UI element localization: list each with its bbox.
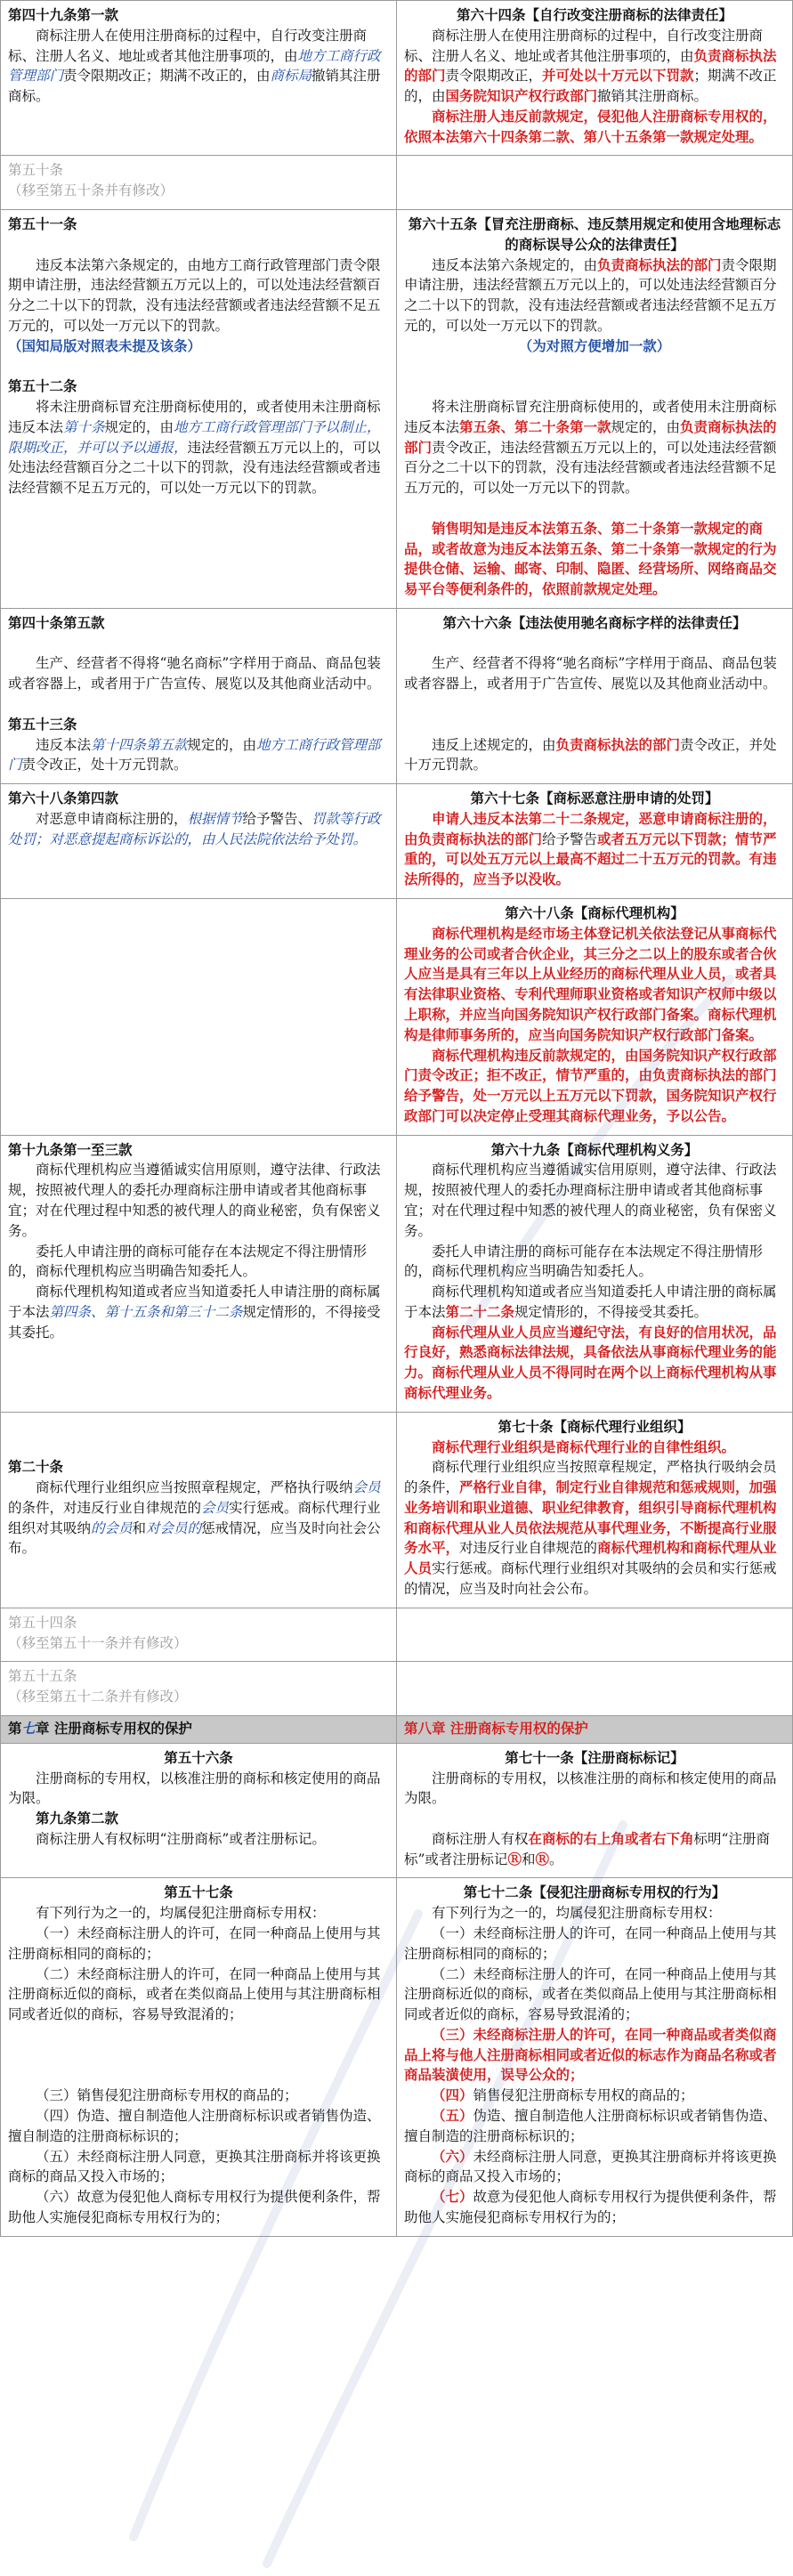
article-title: 第五十一条 — [8, 215, 77, 233]
article-text: 委托人申请注册的商标可能存在本法规定不得注册情形的，商标代理机构应当明确告知委托人。 — [8, 1243, 368, 1280]
table-row — [1, 1608, 793, 1662]
article-title: 第七十条【商标代理行业组织】 — [498, 1417, 692, 1435]
new-law-cell — [397, 1608, 793, 1662]
article-text: 有下列行为之一的，均属侵犯注册商标专用权： — [36, 1905, 326, 1922]
old-law-cell — [1, 156, 397, 210]
article-title: 第五十二条 — [8, 377, 77, 395]
new-law-cell — [397, 1743, 793, 1878]
table-row — [1, 210, 793, 609]
list-item: （七）故意为侵犯他人商标专用权行为提供便利条件，帮助他人实施侵犯商标专用权行为的； — [404, 2188, 777, 2225]
article-text: 商标代理机构知道或者应当知道委托人申请注册的商标属于本法第四条、第十五条和第三十二条规定情形的，不得接受其委托。 — [8, 1284, 381, 1341]
new-law-cell — [397, 1412, 793, 1608]
old-law-cell — [1, 210, 397, 609]
table-row — [1, 1743, 793, 1878]
article-title: 第六十四条【自行改变注册商标的法律责任】 — [456, 6, 732, 23]
list-item: （四）销售侵犯注册商标专用权的商品的； — [432, 2086, 694, 2104]
article-text: 对恶意申请商标注册的，根据情节给予警告、罚款等行政处罚；对恶意提起商标诉讼的，由人民法院依法给予处罚。 — [8, 810, 381, 847]
list-item: （六）未经商标注册人同意，更换其注册商标并将该更换商标的商品又投入市场的； — [404, 2147, 777, 2185]
article-title: 第六十七条【商标恶意注册申请的处罚】 — [470, 790, 719, 807]
old-chapter-heading: 第七章 注册商标专用权的保护 — [1, 1715, 397, 1743]
article-title: 第五十六条 — [164, 1748, 233, 1766]
old-law-cell — [1, 1412, 397, 1608]
article-title: 第四十九条第一款 — [8, 6, 119, 23]
list-item: （一）未经商标注册人的许可，在同一种商品上使用与其注册商标相同的商标的； — [404, 1924, 777, 1962]
article-title: 第二十条 — [8, 1458, 64, 1476]
article-text: 注册商标的专用权，以核准注册的商标和核定使用的商品为限。 — [8, 1770, 381, 1807]
table-row — [1, 1412, 793, 1608]
article-text: 违反上述规定的，由负责商标执法的部门责令改正，并处十万元罚款。 — [404, 735, 777, 774]
article-text: 商标代理机构知道或者应当知道委托人申请注册的商标属于本法第二十二条规定情形的，不得接受其委托。 — [404, 1284, 777, 1320]
article-text: 商标注册人有权在商标的右上角或者右下角标明“注册商标”或者注册标记Ⓡ和Ⓡ。 — [404, 1829, 770, 1867]
list-item: （六）故意为侵犯他人商标专用权行为提供便利条件，帮助他人实施侵犯商标专用权行为的； — [8, 2189, 381, 2225]
article-text: 商标注册人在使用注册商标的过程中，自行改变注册商标、注册人名义、地址或者其他注册事项的，由地方工商行政管理部门责令限期改正；期满不改正的，由商标局撤销其注册商标。 — [8, 27, 381, 105]
annotation-note: （国知局版对照表未提及该条） — [8, 336, 202, 354]
table-row — [1, 608, 793, 783]
new-law-cell — [397, 608, 793, 783]
article-title: 第五十四条 — [8, 1614, 77, 1631]
old-law-cell — [1, 1662, 397, 1716]
article-title: 第五十条 — [8, 162, 64, 179]
table-row — [1, 899, 793, 1136]
article-text: 注册商标的专用权，以核准注册的商标和核定使用的商品为限。 — [404, 1770, 777, 1807]
table-row — [1, 1135, 793, 1412]
chapter-row — [1, 1715, 793, 1743]
move-note: （移至第五十条并有修改） — [8, 182, 174, 199]
old-law-cell — [1, 608, 397, 783]
move-note: （移至第五十二条并有修改） — [8, 1689, 188, 1705]
article-text: 商标代理行业组织应当按照章程规定，严格执行吸纳会员的条件，严格行业自律，制定行业自律规范和惩戒规则，加强业务培训和职业道德、职业纪律教育，组织引导商标代理机构和商标代理从业人员依法规范从事代理业务，不断提高行业服务水平，对违反行业自律规范的商标代理机构和商标代理从业人员实行惩戒。商标代理行业组织对其吸纳的会员和实行惩戒的情况，应当及时向社会公布。 — [404, 1459, 777, 1598]
article-text: 商标代理行业组织应当按照章程规定，严格执行吸纳会员的条件，对违反行业自律规范的会员实行惩戒。商标代理行业组织对其吸纳的会员和对会员的惩戒情况，应当及时向社会公布。 — [8, 1479, 381, 1557]
article-title: 第九条第二款 — [36, 1810, 119, 1827]
article-title: 第六十六条【违法使用驰名商标字样的法律责任】 — [442, 613, 747, 631]
article-text: 商标注册人在使用注册商标的过程中，自行改变注册商标、注册人名义、地址或者其他注册事项的，由负责商标执法的部门责令限期改正，并可处以十万元以下罚款；期满不改正的，由国务院知识产权行政部门撤销其注册商标。 — [404, 27, 777, 105]
new-law-cell — [397, 1662, 793, 1716]
article-title: 第五十七条 — [164, 1883, 233, 1901]
table-row — [1, 1878, 793, 2236]
new-law-cell — [397, 1, 793, 156]
old-law-cell — [1, 1878, 397, 2236]
article-title: 第六十八条第四款 — [8, 790, 119, 807]
article-text: 申请人违反本法第二十二条规定，恶意申请商标注册的，由负责商标执法的部门给予警告或者五万元以下罚款；情节严重的，可以处五万元以上最高不超过二十五万元的罚款。有违法所得的，应当予以没收。 — [404, 809, 777, 888]
old-law-cell — [1, 1743, 397, 1878]
article-text: 生产、经营者不得将“驰名商标”字样用于商品、商品包装或者容器上，或者用于广告宣传、展览以及其他商业活动中。 — [8, 655, 381, 693]
article-title: 第十九条第一至三款 — [8, 1140, 133, 1158]
table-row — [1, 1, 793, 156]
article-text: 商标代理机构应当遵循诚实信用原则，遵守法律、行政法规，按照被代理人的委托办理商标注册申请或者其他商标事宜；对在代理过程中知悉的被代理人的商业秘密，负有保密义务。 — [404, 1162, 777, 1239]
move-note: （移至第五十一条并有修改） — [8, 1634, 188, 1651]
article-text: 商标注册人违反前款规定，侵犯他人注册商标专用权的，依照本法第六十四条第二款、第八十五条第一款规定处理。 — [404, 107, 777, 145]
new-law-cell — [397, 156, 793, 210]
old-law-cell — [1, 1, 397, 156]
article-title: 第四十条第五款 — [8, 613, 105, 631]
article-title: 第七十二条【侵犯注册商标专用权的行为】 — [463, 1883, 726, 1901]
list-item: （二）未经商标注册人的许可，在同一种商品上使用与其注册商标近似的商标，或者在类似商品上使用与其注册商标相同或者近似的商标，容易导致混淆的； — [404, 1965, 777, 2023]
list-item: （二）未经商标注册人的许可，在同一种商品上使用与其注册商标近似的商标，或者在类似商品上使用与其注册商标相同或者近似的商标，容易导致混淆的； — [8, 1965, 381, 2023]
list-item: （五）伪造、擅自制造他人注册商标标识或者销售伪造、擅自制造的注册商标标识的； — [404, 2107, 777, 2144]
list-item: （四）伪造、擅自制造他人注册商标标识或者销售伪造、擅自制造的注册商标标识的； — [8, 2108, 381, 2144]
article-text: 商标注册人有权标明“注册商标”或者注册标记。 — [36, 1830, 326, 1847]
article-text: 违反本法第六条规定的，由负责商标执法的部门责令限期申请注册，违法经营额五万元以上的，可以处违法经营额百分之二十以下的罚款，没有违法经营额或者违法经营额不足五万元的，可以处一万元以下的罚款。 — [404, 255, 777, 334]
new-chapter-heading: 第八章 注册商标专用权的保护 — [397, 1715, 793, 1743]
list-item: （一）未经商标注册人的许可，在同一种商品上使用与其注册商标相同的商标的； — [8, 1924, 381, 1962]
article-text: 商标代理机构是经市场主体登记机关依法登记从事商标代理业务的公司或者合伙企业，其三分之二以上的股东或者合伙人应当是具有三年以上从业经历的商标代理从业人员，或者具有法律职业资格、专利代理师职业资格或者知识产权师中级以上职称，并应当向国务院知识产权行政部门备案。商标代理机构是律师事务所的，应当向国务院知识产权行政部门备案。 — [404, 924, 777, 1043]
table-row — [1, 156, 793, 210]
article-text: 生产、经营者不得将“驰名商标”字样用于商品、商品包装或者容器上，或者用于广告宣传、展览以及其他商业活动中。 — [404, 655, 777, 693]
article-text: 商标代理从业人员应当遵纪守法，有良好的信用状况，品行良好，熟悉商标法律法规，具备依法从事商标代理业务的能力。商标代理从业人员不得同时在两个以上商标代理机构从事商标代理业务。 — [404, 1323, 777, 1401]
new-law-cell — [397, 784, 793, 899]
article-title: 第六十九条【商标代理机构义务】 — [490, 1140, 699, 1158]
article-title: 第六十五条【冒充注册商标、违反禁用规定和使用含地理标志的商标误导公众的法律责任】 — [408, 215, 781, 253]
article-text: 将未注册商标冒充注册商标使用的，或者使用未注册商标违反本法第五条、第二十条第一款规定的，由负责商标执法的部门责令改正，违法经营额五万元以上的，可以处违法经营额百分之二十以下的罚款，没有违法经营额或者违法经营额不足五万元的，可以处一万元以下的罚款。 — [404, 399, 777, 497]
article-text: 违反本法第六条规定的，由地方工商行政管理部门责令限期申请注册，违法经营额五万元以上的，可以处违法经营额百分之二十以下的罚款，没有违法经营额或者违法经营额不足五万元的，可以处一万元以下的罚款。 — [8, 256, 381, 334]
old-law-cell — [1, 1608, 397, 1662]
list-item: （三）未经商标注册人的许可，在同一种商品或者类似商品上将与他人注册商标相同或者近似的标志作为商品名称或者商品装潢使用，误导公众的； — [404, 2025, 777, 2084]
article-title: 第五十五条 — [8, 1668, 77, 1685]
list-item: （五）未经商标注册人同意，更换其注册商标并将该更换商标的商品又投入市场的； — [8, 2148, 381, 2185]
new-law-cell — [397, 210, 793, 609]
article-text: 商标代理机构应当遵循诚实信用原则，遵守法律、行政法规，按照被代理人的委托办理商标注册申请或者其他商标事宜；对在代理过程中知悉的被代理人的商业秘密，负有保密义务。 — [8, 1162, 381, 1239]
old-law-cell — [1, 784, 397, 899]
annotation-note: （为对照方便增加一款） — [518, 336, 671, 354]
article-text: 销售明知是违反本法第五条、第二十条第一款规定的商品，或者故意为违反本法第五条、第二十条第一款规定的行为提供仓储、运输、邮寄、印制、隐匿、经营场所、网络商品交易平台等便利条件的，依照前款规定处理。 — [404, 519, 777, 598]
article-text: 商标代理机构违反前款规定的，由国务院知识产权行政部门责令改正；拒不改正，情节严重的，由负责商标执法的部门给予警告，处一万元以上五万元以下罚款，国务院知识产权行政部门可以决定停止受理其商标代理业务，予以公告。 — [404, 1046, 777, 1124]
new-law-cell — [397, 1135, 793, 1412]
article-text: 委托人申请注册的商标可能存在本法规定不得注册情形的，商标代理机构应当明确告知委托人。 — [404, 1243, 764, 1280]
article-title: 第六十八条【商标代理机构】 — [505, 904, 684, 922]
old-law-cell — [1, 1135, 397, 1412]
article-title: 第五十三条 — [8, 715, 77, 733]
article-text: 违反本法第十四条第五款规定的，由地方工商行政管理部门责令改正，处十万元罚款。 — [8, 736, 381, 774]
article-text: 商标代理行业组织是商标代理行业的自律性组织。 — [432, 1438, 736, 1455]
old-law-cell — [1, 899, 397, 1136]
article-title: 第七十一条【注册商标标记】 — [505, 1748, 684, 1766]
table-row — [1, 784, 793, 899]
article-text: 有下列行为之一的，均属侵犯注册商标专用权： — [432, 1905, 722, 1922]
table-row — [1, 1662, 793, 1716]
new-law-cell — [397, 1878, 793, 2236]
article-text: 将未注册商标冒充注册商标使用的，或者使用未注册商标违反本法第十条规定的，由地方工商行政管理部门予以制止，限期改正，并可以予以通报，违法经营额五万元以上的，可以处违法经营额百分之二十以下的罚款，没有违法经营额或者违法经营额不足五万元的，可以处一万元以下的罚款。 — [8, 399, 381, 497]
list-item: （三）销售侵犯注册商标专用权的商品的； — [36, 2087, 298, 2104]
new-law-cell — [397, 899, 793, 1136]
